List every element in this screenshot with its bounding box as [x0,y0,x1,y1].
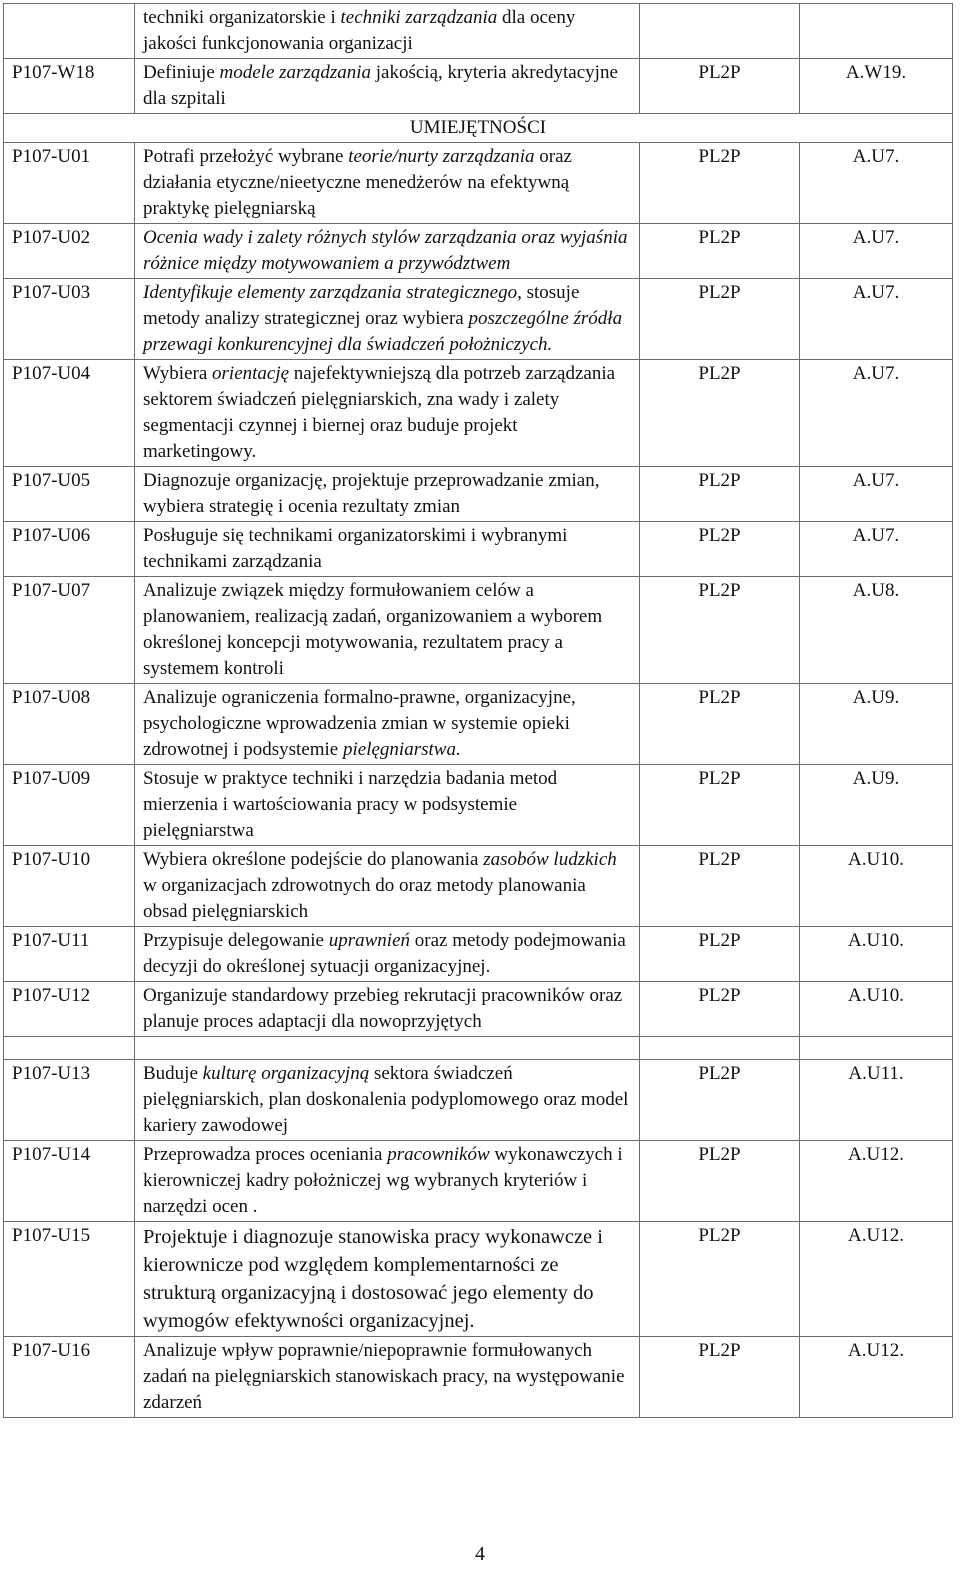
class-form: PL2P [640,982,800,1037]
text-segment: Przypisuje delegowanie [143,930,329,951]
class-form [640,4,800,59]
class-form: PL2P [640,360,800,467]
text-segment: Analizuje wpływ poprawnie/niepoprawnie formułowanych zadań na pielęgniarskich stanowiskach pracy, na występowanie zdarzeń [143,1340,625,1413]
outcome-code: P107-U04 [4,360,135,467]
reference-code: A.U11. [800,1060,953,1141]
outcome-description [135,982,640,1037]
table-body [4,4,953,1418]
outcome-code: P107-U12 [4,982,135,1037]
outcome-description [135,59,640,114]
text-segment: w organizacjach zdrowotnych do oraz metody planowania obsad pielęgniarskich [143,875,586,922]
class-form: PL2P [640,224,800,279]
outcome-row [4,467,953,522]
class-form: PL2P [640,143,800,224]
outcome-description [135,522,640,577]
reference-code: A.U7. [800,143,953,224]
text-segment: Wybiera [143,363,213,384]
outcome-row [4,684,953,765]
outcome-row [4,1337,953,1418]
outcome-code: P107-U09 [4,765,135,846]
reference-code: A.U12. [800,1222,953,1337]
outcome-description [135,1060,640,1141]
class-form: PL2P [640,279,800,360]
outcome-code: P107-U11 [4,927,135,982]
outcome-code: P107-U13 [4,1060,135,1141]
text-segment: dla oceny jakości funkcjonowania organizacji [143,7,576,54]
outcome-row [4,224,953,279]
text-segment: Diagnozuje organizację, projektuje przeprowadzanie zmian, wybiera strategię i ocenia rezultaty zmian [143,470,600,517]
reference-code: A.U7. [800,360,953,467]
outcome-row [4,765,953,846]
outcome-description [135,684,640,765]
reference-code: A.U10. [800,846,953,927]
outcome-description [135,467,640,522]
outcome-description [135,1141,640,1222]
class-form: PL2P [640,1060,800,1141]
italic-text: modele zarządzania [219,62,371,83]
reference-code: A.U10. [800,927,953,982]
outcome-row [4,1141,953,1222]
page-number: 4 [475,1543,485,1565]
outcome-code: P107-U08 [4,684,135,765]
outcome-code: P107-W18 [4,59,135,114]
italic-text: poszczególne źródła przewagi konkurencyjnej dla świadczeń położniczych. [143,308,623,355]
outcome-row [4,143,953,224]
outcome-row [4,59,953,114]
outcome-description [135,279,640,360]
outcome-code: P107-U05 [4,467,135,522]
class-form: PL2P [640,684,800,765]
reference-code [800,4,953,59]
text-segment: jakością, kryteria akredytacyjne dla szpitali [143,62,618,109]
section-header-row [4,114,953,143]
text-segment: Stosuje w praktyce techniki i narzędzia badania metod mierzenia i wartościowania pracy w podsystemie pielęgniarstwa [143,768,558,841]
outcome-row [4,846,953,927]
text-segment: Buduje [143,1063,203,1084]
outcome-description [135,1222,640,1337]
text-segment: stosuje metody analizy strategicznej oraz wybiera [143,282,580,329]
spacer-row [4,1037,953,1060]
outcome-code: P107-U16 [4,1337,135,1418]
class-form: PL2P [640,577,800,684]
outcome-row [4,577,953,684]
outcome-row [4,279,953,360]
outcome-row [4,522,953,577]
learning-outcomes-table [3,3,953,1418]
outcome-code: P107-U06 [4,522,135,577]
reference-code: A.U7. [800,279,953,360]
reference-code: A.U10. [800,982,953,1037]
text-segment: wykonawczych i kierowniczej kadry położniczej wg wybranych kryteriów i narzędzi ocen . [143,1144,623,1217]
italic-text: zasobów ludzkich [483,849,617,870]
outcome-code: P107-U15 [4,1222,135,1337]
outcome-description [135,846,640,927]
italic-text: Identyfikuje elementy zarządzania strategicznego, [143,282,522,303]
class-form: PL2P [640,467,800,522]
class-form: PL2P [640,59,800,114]
class-form: PL2P [640,522,800,577]
continuation-row [4,4,953,59]
italic-text: techniki zarządzania [340,7,498,28]
text-segment: Potrafi przełożyć wybrane [143,146,349,167]
italic-text: pracowników [387,1144,490,1165]
italic-text: Ocenia wady i zalety różnych stylów zarządzania oraz wyjaśnia różnice między motywowaniem a przywództwem [143,227,628,274]
text-segment: Posługuje się technikami organizatorskimi i wybranymi technikami zarządzania [143,525,568,572]
outcome-code: P107-U03 [4,279,135,360]
outcome-description [135,4,640,59]
outcome-code: P107-U02 [4,224,135,279]
section-header: UMIEJĘTNOŚCI [4,114,953,143]
reference-code: A.U8. [800,577,953,684]
outcome-description [135,765,640,846]
outcome-row [4,1060,953,1141]
text-segment: najefektywniejszą dla potrzeb zarządzania sektorem świadczeń pielęgniarskich, zna wady i zalety segmentacji czynnej i biernej oraz buduje projekt marketingowy. [143,363,616,462]
outcome-description [135,1337,640,1418]
class-form: PL2P [640,1141,800,1222]
outcome-code: P107-U01 [4,143,135,224]
class-form: PL2P [640,1222,800,1337]
outcome-code: P107-U07 [4,577,135,684]
outcome-code [4,4,135,59]
italic-text: kulturę organizacyjną [202,1063,370,1084]
outcome-row [4,927,953,982]
reference-code: A.U12. [800,1141,953,1222]
text-segment: oraz działania etyczne/nieetyczne menedżerów na efektywną praktykę pielęgniarską [143,146,572,219]
class-form: PL2P [640,846,800,927]
text-segment: Organizuje standardowy przebieg rekrutacji pracowników oraz planuje proces adaptacji dla nowoprzyjętych [143,985,623,1032]
outcome-code: P107-U10 [4,846,135,927]
spacer-cell [800,1037,953,1060]
spacer-cell [640,1037,800,1060]
text-segment: Wybiera określone podejście do planowania [143,849,484,870]
text-segment: sektora świadczeń pielęgniarskich, plan doskonalenia podyplomowego oraz model kariery zawodowej [143,1063,629,1136]
text-segment: Analizuje ograniczenia formalno-prawne, organizacyjne, psychologiczne wprowadzenia zmian w systemie opieki zdrowotnej i podsystemie [143,687,576,760]
outcome-description [135,577,640,684]
outcome-description [135,927,640,982]
reference-code: A.W19. [800,59,953,114]
outcome-description [135,224,640,279]
text-segment: Definiuje [143,62,220,83]
reference-code: A.U7. [800,522,953,577]
italic-text: uprawnień [328,930,411,951]
reference-code: A.U9. [800,684,953,765]
outcome-row [4,1222,953,1337]
italic-text: teorie/nurty zarządzania [348,146,535,167]
outcome-description [135,143,640,224]
outcome-code: P107-U14 [4,1141,135,1222]
class-form: PL2P [640,1337,800,1418]
italic-text: orientację [212,363,290,384]
text-segment: Analizuje związek między formułowaniem celów a planowaniem, realizacją zadań, organizowaniem a wyborem określonej koncepcji motywowania, rezultatem pracy a systemem kontroli [143,580,603,679]
outcome-row [4,360,953,467]
spacer-cell [135,1037,640,1060]
reference-code: A.U12. [800,1337,953,1418]
class-form: PL2P [640,927,800,982]
text-segment: Przeprowadza proces oceniania [143,1144,388,1165]
class-form: PL2P [640,765,800,846]
spacer-cell [4,1037,135,1060]
text-segment: oraz metody podejmowania decyzji do określonej sytuacji organizacyjnej. [143,930,626,977]
reference-code: A.U7. [800,467,953,522]
outcome-description [135,360,640,467]
text-segment: techniki organizatorskie i [143,7,341,28]
outcome-row [4,982,953,1037]
text-segment: Projektuje i diagnozuje stanowiska pracy wykonawcze i kierownicze pod względem komplementarności ze strukturą organizacyjną i dostosować jego elementy do wymogów efektywności organizacyjnej. [143,1226,603,1332]
italic-text: pielęgniarstwa. [343,739,461,760]
reference-code: A.U9. [800,765,953,846]
reference-code: A.U7. [800,224,953,279]
